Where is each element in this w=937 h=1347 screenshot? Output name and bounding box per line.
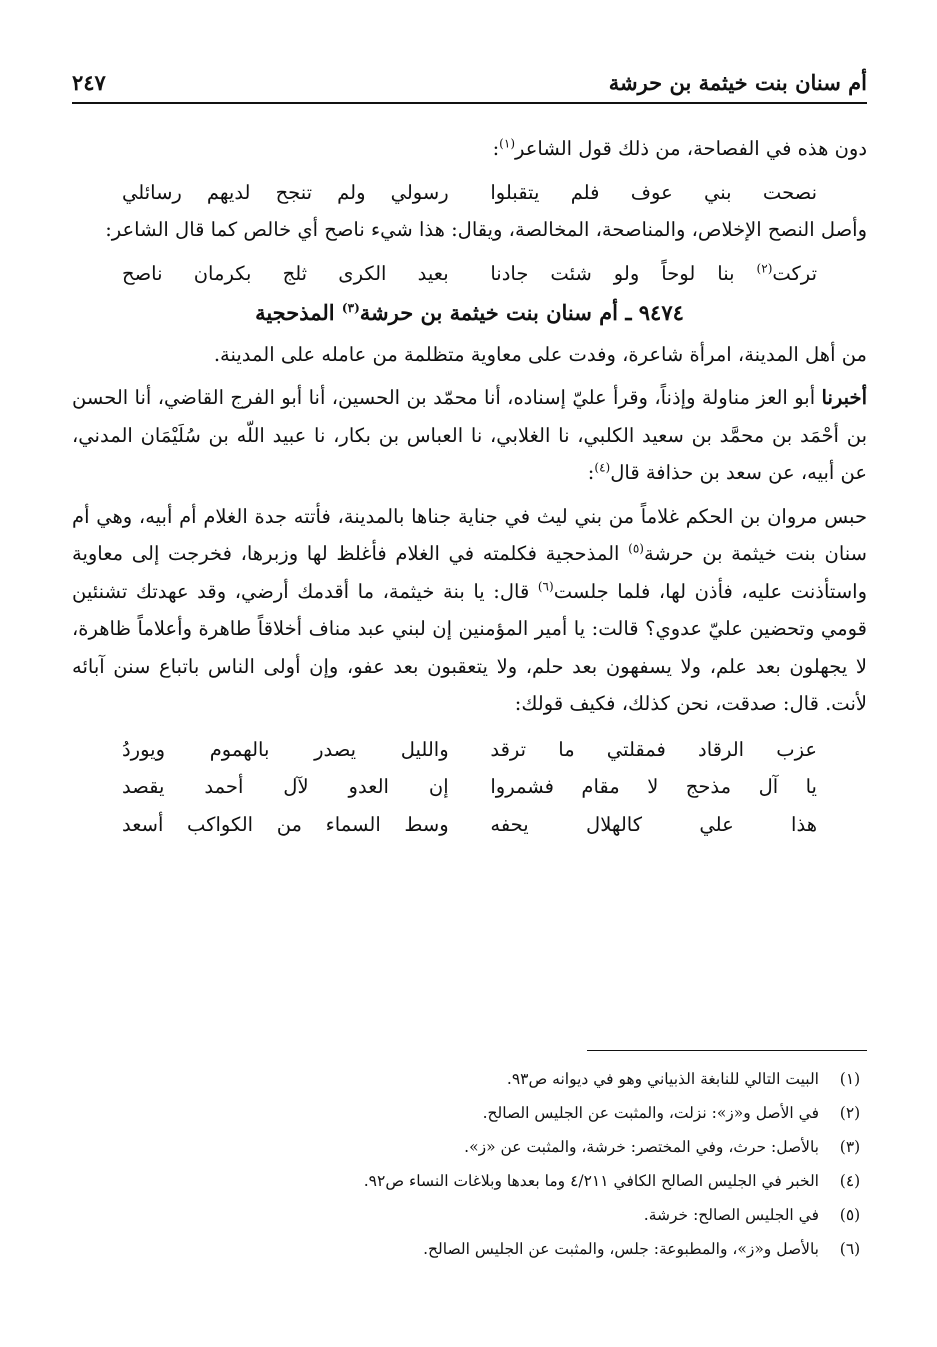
heading-text: المذحجية <box>255 300 342 325</box>
footnote-ref: (١) <box>499 136 515 151</box>
verse-line <box>72 174 867 212</box>
verse-first-hemistich: عزب الرقاد فمقلتي ما ترقد <box>490 737 817 761</box>
paragraph-text: حبس مروان بن الحكم غلاماً من بني ليث في جناية جناها بالمدينة، فأتته جدة الغلام أم أبيه، وهي أم سنان بنت خيثمة بن حرشة <box>72 504 868 565</box>
verse-line <box>72 768 867 806</box>
footnote-number: (١) <box>839 1070 861 1088</box>
footnote-item <box>72 1198 867 1232</box>
footnote-text: البيت التالي للنابغة الذبياني وهو في ديوانه ص٩٣. <box>506 1070 819 1088</box>
footnote-number: (٥) <box>839 1206 861 1224</box>
paragraph-text: المذحجية فكلمته في الغلام فأغلظ لها وزبرها، فخرجت إلى معاوية واستأذنت عليه، فأذن لها، فلما جلست <box>72 542 867 603</box>
footnote-ref: (٣) <box>341 301 360 315</box>
footnote-number: (٣) <box>839 1138 861 1156</box>
footnote-item <box>72 1130 867 1164</box>
footnote-ref: (٥) <box>628 541 644 556</box>
verse-second-hemistich: إن العدو لآل أحمد يقصد <box>122 775 449 798</box>
footnote-item <box>72 1096 867 1130</box>
footnote-number: (٢) <box>839 1104 861 1122</box>
verse-first-hemistich <box>490 255 817 293</box>
footnote-text: في الجليس الصالح: خرشة. <box>643 1206 819 1224</box>
running-title: أم سنان بنت خيثمة بن حرشة <box>608 70 867 95</box>
paragraph-story <box>72 498 867 723</box>
verse-line <box>72 806 867 844</box>
verse-second-hemistich: والليل يصدر بالهموم ويوردُ <box>122 737 449 761</box>
paragraph-intro <box>72 130 867 168</box>
footnote-text: الخبر في الجليس الصالح الكافي ٤/٢١١ وما بعدها وبلاغات النساء ص٩٢. <box>363 1172 819 1190</box>
main-text <box>72 130 867 847</box>
verse-first-hemistich: هذا علي كالهلال يحفه <box>490 812 817 836</box>
verse-text: بنا لوحاً ولو شئت جادنا <box>490 261 757 285</box>
verse-line <box>72 731 867 769</box>
footnote-item <box>72 1232 867 1266</box>
footnote-number: (٤) <box>839 1172 861 1190</box>
paragraph-text: قال: يا بنة خيثمة، ما أقدمك أرضي، وقد عهدتك تشنئين قومي وتحضين عليّ عدوي؟ قالت: يا أمير المؤمنين إن لبني عبد مناف أخلاقاً طاهرة وأعلاماً ظاهرة، لا يجهلون بعد علم، ولا يسفهون بعد حلم، ولا يتعقبون بعد عفو، وإن أولى الناس باتباع سنن آبائه لأنت. قال: صدقت، نحن كذلك، فكيف قولك: <box>72 579 867 715</box>
verse-first-hemistich: نصحت بني عوف فلم يتقبلوا <box>490 180 817 204</box>
verse-line <box>72 255 867 293</box>
footnote-ref: (٤) <box>594 460 611 475</box>
paragraph-text: أبو العز مناولة وإذناً، وقرأ عليّ إسناده، أنا محمّد بن الحسين، أنا أبو الفرج القاضي، أنا الحسن بن أحْمَد بن محمَّد بن سعيد الكلبي، نا الغلابي، نا العباس بن بكار، نا عبيد اللّه بن سُلَيْمَان المدني، عن أبيه، عن سعد بن حذافة قال <box>72 386 867 484</box>
paragraph-isnad <box>72 379 867 492</box>
footnote-item <box>72 1062 867 1096</box>
paragraph-nasih: وأصل النصح الإخلاص، والمناصحة، المخالصة، ويقال: هذا شيء ناصح أي خالص كما قال الشاعر: <box>105 218 867 241</box>
footnote-text: بالأصل و«ز»، والمطبوعة: جلس، والمثبت عن الجليس الصالح. <box>423 1240 819 1258</box>
verse-second-hemistich: وسط السماء من الكواكب أسعد <box>122 812 449 836</box>
entry-heading <box>72 294 867 332</box>
footnote-ref: (٦) <box>537 579 554 593</box>
paragraph-text: : <box>492 137 500 160</box>
page-header <box>72 62 867 104</box>
verse-second-hemistich: بعيد الكرى ثلج بكرمان ناصح <box>122 261 449 285</box>
verse-second-hemistich: رسولي ولم تنجح لديهم رسائلي <box>122 180 449 204</box>
page-number: ٢٤٧ <box>72 70 106 95</box>
verse-text: تركت <box>772 261 817 285</box>
akhbarana-keyword: أخبرنا <box>821 386 867 409</box>
footnotes <box>72 1062 867 1266</box>
footnote-divider <box>587 1050 867 1051</box>
poem-block <box>72 731 867 844</box>
footnote-item <box>72 1164 867 1198</box>
paragraph-text: : <box>587 461 595 484</box>
paragraph-text: دون هذه في الفصاحة، من ذلك قول الشاعر <box>515 137 867 160</box>
footnote-ref: (٢) <box>756 261 773 275</box>
heading-text: ٩٤٧٤ ـ أم سنان بنت خيثمة بن حرشة <box>359 300 684 325</box>
footnote-text: بالأصل: حرث، وفي المختصر: خرشة، والمثبت عن «ز». <box>464 1138 819 1156</box>
footnote-number: (٦) <box>839 1240 861 1258</box>
footnote-text: في الأصل و«ز»: نزلت، والمثبت عن الجليس الصالح. <box>482 1104 819 1122</box>
verse-first-hemistich: يا آل مذحج لا مقام فشمروا <box>490 775 817 798</box>
paragraph-bio: من أهل المدينة، امرأة شاعرة، وفدت على معاوية متظلمة من عامله على المدينة. <box>213 342 867 366</box>
